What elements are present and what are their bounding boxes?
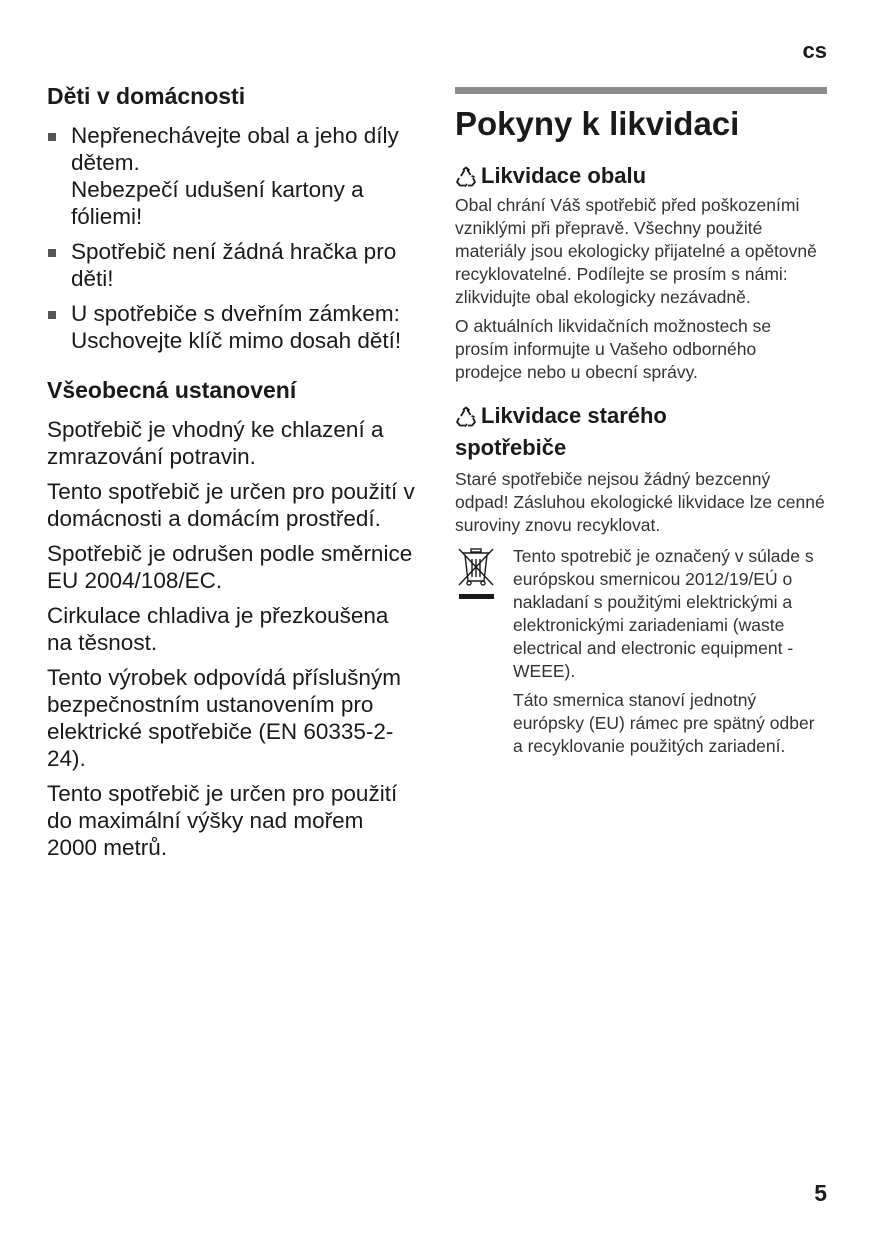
bullet-item	[47, 122, 419, 230]
weee-text	[513, 545, 827, 764]
section-rule	[455, 87, 827, 94]
page-number: 5	[814, 1180, 827, 1206]
packaging-paragraph: O aktuálních likvidačních možnostech se prosím informujte u Vašeho odborného prodejce nebo u obecní správy.	[455, 316, 772, 382]
weee-crossed-bin-icon	[455, 545, 513, 764]
weee-block	[455, 545, 827, 764]
old-appliance-heading-text: Likvidace starého	[481, 403, 667, 428]
packaging-heading-text: Likvidace obalu	[481, 163, 647, 188]
bullet-item	[47, 238, 419, 292]
bullet-item	[47, 300, 419, 354]
recycling-icon	[455, 402, 481, 430]
weee-paragraph: Táto smernica stanoví jednotný európsky (EU) rámec pre spätný odber a recyklovanie použitých zariadení.	[513, 690, 815, 756]
right-column	[455, 87, 827, 764]
weee-paragraph: Tento spotrebič je označený v súlade s európskou smernicou 2012/19/EÚ o nakladaní s použitými elektrickými a elektronickými zariadeniami (waste electrical and electronic equipment - WEEE).	[513, 546, 814, 681]
left-column	[47, 82, 419, 869]
old-appliance-paragraph: Staré spotřebiče nejsou žádný bezcenný odpad! Zásluhou ekologické likvidace lze cenné suroviny znovu recyklovat.	[455, 469, 825, 535]
bullet-text: Nepřenechávejte obal a jeho díly dětem.	[71, 123, 399, 175]
general-paragraph: Spotřebič je vhodný ke chlazení a zmrazování potravin.	[47, 417, 384, 469]
old-appliance-heading	[455, 402, 827, 430]
recycling-icon	[455, 162, 481, 190]
packaging-heading	[455, 162, 827, 190]
general-paragraph: Tento spotřebič je určen pro použití do maximální výšky nad mořem 2000 metrů.	[47, 781, 398, 860]
general-heading: Všeobecná ustanovení	[47, 377, 297, 403]
general-paragraph: Tento spotřebič je určen pro použití v domácnosti a domácím prostředí.	[47, 479, 415, 531]
bullet-square-icon	[48, 133, 56, 141]
general-paragraph: Cirkulace chladiva je přezkoušena na těsnost.	[47, 603, 389, 655]
children-heading: Děti v domácnosti	[47, 83, 246, 109]
general-paragraph: Tento výrobek odpovídá příslušným bezpečnostním ustanovením pro elektrické spotřebiče (EN 60335-2-24).	[47, 665, 401, 771]
bullet-square-icon	[48, 249, 56, 257]
packaging-paragraph: Obal chrání Váš spotřebič před poškozeními vzniklými při přepravě. Všechny použité materiály jsou ekologicky přijatelné a opětovně recyklovatelné. Podílejte se prosím s námi: zlikvidujte obal ekologicky nezávadně.	[455, 195, 817, 307]
disposal-title: Pokyny k likvidaci	[455, 105, 740, 142]
bullet-text: Uschovejte klíč mimo dosah dětí!	[71, 328, 402, 353]
bullet-text: Nebezpečí udušení kartony a fóliemi!	[71, 177, 364, 229]
children-bullet-list	[47, 122, 419, 354]
bullet-square-icon	[48, 311, 56, 319]
language-code: cs	[802, 38, 827, 63]
bullet-text: U spotřebiče s dveřním zámkem:	[71, 301, 400, 326]
general-paragraph: Spotřebič je odrušen podle směrnice EU 2004/108/EC.	[47, 541, 413, 593]
bullet-text: Spotřebič není žádná hračka pro děti!	[71, 239, 397, 291]
old-appliance-heading-line2: spotřebiče	[455, 435, 567, 460]
